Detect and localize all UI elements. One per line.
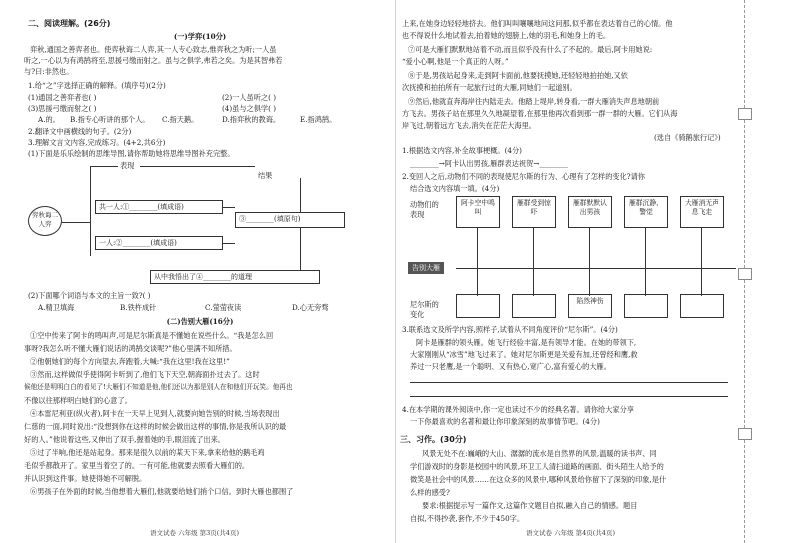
r-line-8: 方飞去。男孩子站在那里久久地凝望着,在那里他再次看到那一群一群的大雁。它们从海	[402, 109, 678, 118]
table-banner: 告别大雁	[408, 262, 444, 274]
right-page	[396, 0, 794, 543]
essay-req-1: 要求:根据提示写一篇作文,这篇作文题目自拟,融入自己的情感。题目	[422, 501, 638, 510]
p2-line-1: ①空中传来了阿卡的鸣叫声,可是尼尔斯真是不懂她在说些什么。“我是怎么回	[30, 331, 274, 340]
mind-map-bottom: 从中我悟出了④________的道理	[150, 270, 320, 284]
table-answer-3: 陷然神伤	[568, 294, 612, 318]
q3-example-2: 大家刚刚从“冰雪”地飞过来了。她对尼尔斯更是关爱有加,还曾经和鹰,救	[410, 350, 638, 359]
table-answer-2[interactable]	[512, 294, 556, 318]
r-line-2: 也不得说什么地试着去,拍着她的翅膀上,她的羽毛,和她身上的毛。	[402, 31, 611, 40]
passage1-line1: 弈秋,通国之善弈者也。使弈秋诲二人弈,其一人专心致志,惟弈秋之为听;一人虽	[30, 45, 277, 54]
mind-map-row1: 共一人:①________(填成语)	[95, 200, 223, 214]
table-row-label-1: 动物们的表现	[410, 200, 439, 219]
binding-tag-2	[738, 268, 752, 280]
left-page	[0, 0, 396, 543]
mind-map-row2: 一人:②________(填成语)	[95, 236, 223, 250]
r-line-1: 上来,在她身边轻轻地挤去。他们叫叫嚷嚷地问这问那,似乎都在表达着自己的心情。他	[402, 19, 673, 28]
r-line-7: ⑨然后,他就直奔海岸往内陆走去。他踏上堤岸,转身看,一群大雁消失声息地朝前	[408, 97, 660, 106]
p2-line-3: ②他朝她们的每个方向望去,奔跑着,大喊:“我在这里!我在这里!”	[30, 357, 230, 366]
q1-item-3: (3)思援弓缴而射之( )	[28, 104, 97, 113]
r-line-4: “爱小心啊,他是一个真正的人呀。”	[402, 57, 509, 66]
section-title: 二、阅读理解。(26分)	[28, 19, 111, 28]
table-answer-5[interactable]	[680, 294, 724, 318]
p2-line-7: ④本雷尼利亚(纵火者),阿卡在一天早上见到人,就要向她告别的时候,当场表现出	[30, 409, 280, 418]
q1-item-4: (4)虽与之俱学( )	[222, 104, 277, 113]
q1-opt-c: C.指天鹅。	[162, 115, 199, 124]
table-cell-3: 雁群默默认出男孩	[568, 196, 612, 228]
left-footer: 语文试卷 六年级 第3页(共4页)	[150, 529, 239, 537]
section-3-title: 三、习作。(30分)	[400, 435, 467, 444]
q1-item-1: (1)通国之善弈者也( )	[28, 93, 97, 102]
q1-opt-b: B.指专心听讲的那个人。	[70, 115, 150, 124]
essay-line-2: 学们游戏时的身影是校园中的风景,环卫工人清扫道路的画面、街头陌生人给予的	[410, 462, 664, 471]
table-answer-1[interactable]	[456, 294, 500, 318]
p2-line-10: ⑤过了半响,他还是站起身。那来是很久以前的某天下来,拿来给他的鹅毛鸡	[30, 448, 265, 457]
passage2-title: (二)告别大雁(16分)	[166, 317, 234, 326]
p2-line-9: 好的人。”他说着这些,又伸出了双手,握着她的手,眼泪流了出来。	[24, 435, 225, 444]
p2-line-5: 候他还是明明白白的看见了!大雁们不知道是他,他们还以为那是别人在和他们开玩笑。他再也	[24, 383, 293, 391]
q3-example-3: 养过一只老鹰,是一个聪明、又有热心,宽广心,富有爱心的大雁。	[410, 362, 611, 371]
right-footer: 语文试卷 六年级 第4页(共4页)	[526, 529, 615, 537]
question-2: 2.翻译文中画横线的句子。(2分)	[28, 127, 132, 136]
q3-2-opt-b: B.铁杵成针	[120, 303, 157, 312]
r-line-5: ⑧于是,男孩站起身来,走到阿卡面前,他要抚摸她,还轻轻地拍拍她,又依	[408, 71, 628, 80]
passage1-line2: 听之,一心以为有鸿鹄将至,思援弓缴而射之。虽与之俱学,弗若之矣。为是其智弗若	[24, 56, 283, 65]
r-question-4: 4.在本学期的课外阅读中,你一定也读过不少的经典名著。请你给大家分享	[402, 405, 634, 414]
table-cell-4: 雁群沉静、警觉	[624, 196, 668, 228]
passage1-title: (一)学弈(10分)	[173, 32, 227, 41]
p2-line-12: 并认识到这件事。她使得她不可解脱。	[24, 474, 147, 483]
q3-answer-line-1[interactable]	[410, 382, 728, 383]
q1-opt-e: E.指鸿鹄。	[300, 115, 337, 124]
mind-map-label-top: 表现	[120, 161, 135, 170]
r-question-4b: 一下你最喜欢的名著和最让你印象深刻的故事情节吧。(4分)	[410, 417, 600, 426]
q1-opt-a: A.的。	[38, 115, 60, 124]
essay-line-3: 微笑是社会中的风景……在这众多的风景中,哪种风景给你留下了深刻的印象,是什	[410, 475, 667, 484]
r-question-1: 1.根据选文内容,补全故事梗概。(4分)	[402, 146, 522, 155]
r-line-3: ⑦可是大雁们默默地站着不动,而且似乎没有什么了不起的。最后,阿卡用她说:	[408, 45, 653, 54]
r-q1-line: ________→阿卡认出男孩,雁群表达祝贺→________	[410, 159, 569, 168]
p2-line-6: 不像以往那样明白她们的心意了。	[24, 396, 132, 405]
essay-line-1: 风景无处不在:巍峨的大山、潺潺的流水是自然界的风景,温暖的读书声、同	[422, 449, 657, 458]
p2-line-8: 仁慈的一面,同时说出:“没想到你在这样的时候会做出这样的事情,你是我所认识的最	[24, 422, 287, 431]
r-question-2b: 结合选文内容填一填。(4分)	[410, 184, 500, 193]
table-row-label-2: 尼尔斯的变化	[410, 300, 439, 319]
r-question-3: 3.联系选文及所学内容,照样子,试着从不同角度评价“尼尔斯”。(4分)	[402, 325, 618, 334]
source-note: (选自《骑鹅旅行记》)	[654, 133, 721, 142]
table-cell-1: 阿卡空中鸣叫	[456, 196, 500, 228]
essay-req-2: 自拟,不得抄袭,套作,不少于450字。	[410, 514, 525, 523]
r-line-6: 次抚摸和拍拍所有一起旅行过的大雁,同她们一起道别。	[402, 83, 577, 92]
q3-answer-line-2[interactable]	[410, 396, 728, 397]
question-3: 3.理解文言文内容,完成练习。(4+2,共6分)	[28, 138, 166, 147]
r-question-2: 2.变回人之后,动物们不同的表现使尼尔斯的行为、心理有了怎样的变化?请你	[402, 172, 645, 181]
question-3-2: (2)下面哪个词语与本文的主旨一致?( )	[28, 291, 151, 300]
q3-2-opt-d: D.心无旁骛	[292, 303, 329, 312]
q3-2-opt-a: A.精卫填海	[38, 303, 75, 312]
q3-2-opt-c: C.萤萤夜读	[205, 303, 242, 312]
question-1: 1.给“之”字选择正确的解释。(填序号)(2分)	[28, 81, 166, 90]
table-cell-5: 大雁消无声息飞走	[680, 196, 724, 228]
q1-opt-d: D.指弈秋的教诲。	[222, 115, 281, 124]
essay-line-4: 么样的感受?	[410, 488, 450, 497]
p2-line-4: ③然而,这样做似乎使得阿卡听到了,他们飞下天空,朝海面扑过去了。这时	[30, 370, 260, 379]
question-3-1: (1)下面是乐乐绘制的思维导图,请你帮助她将思维导图补充完整。	[28, 149, 235, 158]
r-line-9: 岸飞过,朝着远方飞去,消失在茫茫大海里。	[402, 121, 536, 130]
mind-map-box3: ③________(填原句)	[235, 212, 345, 228]
p2-line-13: ⑥男孩子在外面的时候,当他想着大雁们,他就要给她们捎个口信。到时大雁也都围了	[30, 487, 294, 496]
binding-tag-1	[738, 108, 752, 120]
passage1-line3: 与?曰:非然也。	[24, 67, 74, 76]
mind-map-label-result: 结果	[258, 171, 273, 180]
q3-example-1: 阿卡是雁群的领头雁。她飞行经验丰富,是有领导才能。在她的带领下,	[416, 338, 637, 347]
p2-line-11: 毛似乎都散开了。家里当着空了的。一有可能,他就要去照看大雁们的。	[24, 461, 250, 470]
mind-map-root: 弈秋诲二人弈	[28, 206, 62, 236]
q1-item-2: (2)一人虽听之( )	[222, 93, 277, 102]
p2-line-2: 事呀?我怎么听不懂大雁们说话的鸿鹄交谈呢?”他心里满不知所措。	[24, 344, 237, 353]
table-cell-2: 雁群受到惊吓	[512, 196, 556, 228]
table-answer-4[interactable]	[624, 294, 668, 318]
binding-tag-3	[738, 428, 752, 440]
